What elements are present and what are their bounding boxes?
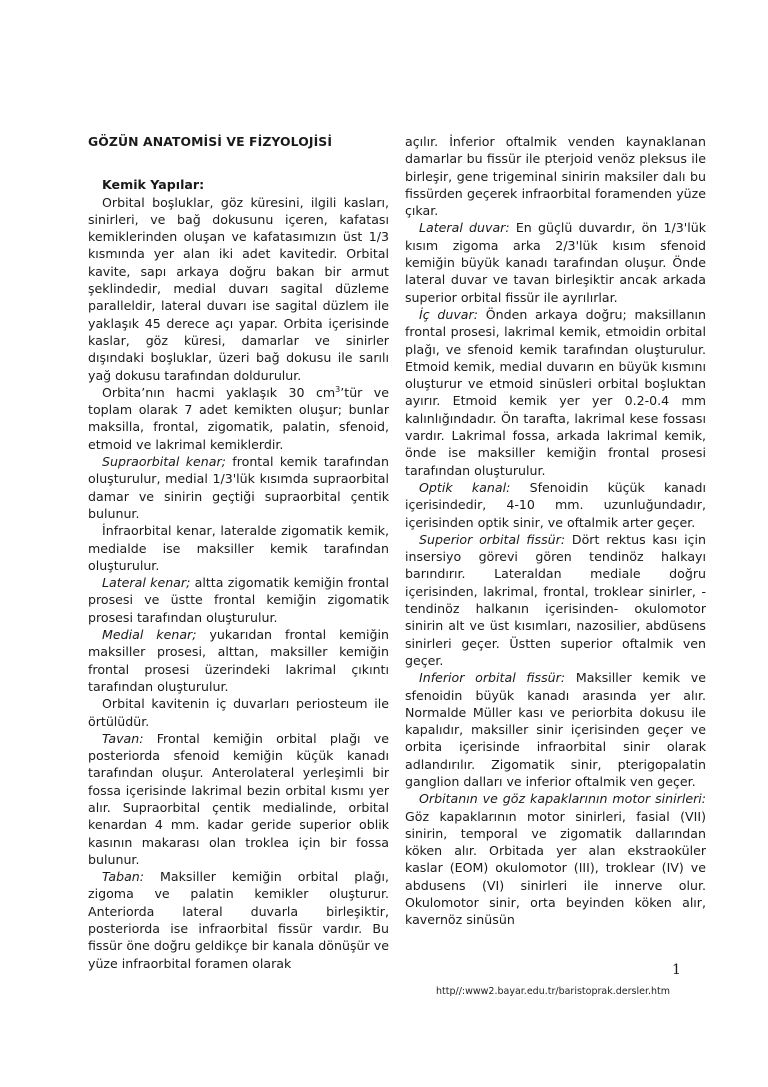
supraorbital-rim-text: frontal kemik tarafından oluşturulur, medial 1/3'lük kısımda supraorbital damar ve sinirin geçtiği supraorbital çentik bulunur. xyxy=(88,454,389,521)
superior-orbital-fissure-label: Superior orbital fissür: xyxy=(419,531,566,547)
paragraph-lateral-rim xyxy=(88,574,389,626)
paragraph-medial-rim xyxy=(88,626,389,695)
inferior-orbital-fissure-label: Inferior orbital fissür: xyxy=(419,670,566,686)
footer-url: http//:www2.bayar.edu.tr/baristoprak.dersler.htm xyxy=(436,986,671,997)
optic-canal-label: Optik kanal: xyxy=(419,479,511,495)
left-column xyxy=(88,133,389,972)
paragraph-floor-continued: açılır. İnferior oftalmik venden kaynaklanan damarlar bu fissür ile pterjoid venöz pleksus ile birleşir, gene trigeminal sinirin maksiler dalı bu fissürden geçerek infraorbital foramenden yüze çıkar. xyxy=(405,134,706,219)
orbit-bones-text: ’tür ve toplam olarak 7 adet kemikten oluşur; bunlar maksilla, frontal, zigomatik, palatin, sfenoid, etmoid ve lakrimal kemiklerdir. xyxy=(88,384,390,452)
supraorbital-rim-label: Supraorbital kenar; xyxy=(102,454,226,470)
page-number: 1 xyxy=(672,962,681,978)
paragraph-floor xyxy=(88,868,389,972)
floor-label: Taban: xyxy=(102,869,145,885)
lateral-rim-text: altta zigomatik kemiğin frontal prosesi ve üstte frontal kemiğin zigomatik prosesi tarafından oluşturulur. xyxy=(88,575,389,625)
paragraph-roof xyxy=(88,730,389,868)
medial-wall-text: Önden arkaya doğru; maksillanın frontal prosesi, lakrimal kemik, etmoidin orbital plağı, ve sfenoid kemik tarafından oluşturulur. Etmoid kemik, medial duvarın en büyük kısmını oluşturur ve etmoid sinüsleri orbital boşluktan ayırır. Etmoid kemik yer yer 0.2-0.4 mm kalınlığındadır. Ön tarafta, lakrimal kese fossası vardır. Lakrimal fossa, arkada lakrimal kemik, önde ise maksiller kemiğin frontal prosesi tarafından oluşturulur. xyxy=(405,306,706,478)
roof-label: Tavan: xyxy=(102,730,144,746)
inferior-orbital-fissure-text: Maksiller kemik ve sfenoidin büyük kanadı arasında yer alır. Normalde Müller kası ve periorbita dokusu ile kapalıdır, maksiller sinir içerisinden geçer ve orbita içerisinde infraorbital sinir olarak adlandırılır. Zigomatik sinir, pterigopalatin ganglion dalları ve inferior oftalmik ven geçer. xyxy=(405,670,706,789)
paragraph-medial-wall xyxy=(405,306,706,479)
optic-canal-text: Sfenoidin küçük kanadı içerisindedir, 4-10 mm. uzunluğundadır, içerisinden optik sinir, ve oftalmik arter geçer. xyxy=(405,479,706,530)
superior-orbital-fissure-text: Dört rektus kası için insersiyo görevi gören tendinöz halkayı barındırır. Lateraldan mediale doğru içerisinden, lakrimal, frontal, troklear sinirler, -tendinöz halkanın içerisinden- okulomotor sinirin alt ve üst kısımları, nazosilier, abdüsens sinirleri geçer. Üstten superior oftalmik ven geçer. xyxy=(405,531,706,668)
paragraph-lateral-wall xyxy=(405,219,706,305)
lateral-wall-text: En güçlü duvardır, ön 1/3'lük kısım zigoma arka 2/3'lük kısım sfenoid kemiğin büyük kanadı tarafından oluşur. Önde lateral duvar ve tavan birleşiktir ancak arkada superior orbital fissür ile ayrılırlar. xyxy=(405,220,706,305)
paragraph-superior-orbital-fissure xyxy=(405,531,706,669)
paragraph-infraorbital-rim: İnfraorbital kenar, lateralde zigomatik kemik, medialde ise maksiller kemik tarafından oluşturulur. xyxy=(88,523,389,573)
orbit-volume-text: Orbita’nın hacmi yaklaşık 30 cm xyxy=(102,384,336,400)
paragraph-inferior-orbital-fissure xyxy=(405,669,706,790)
paragraph-periosteum: Orbital kavitenin iç duvarları periosteum ile örtülüdür. xyxy=(88,696,389,729)
lateral-wall-label: Lateral duvar: xyxy=(419,220,510,236)
section-heading: Kemik Yapılar: xyxy=(102,177,205,193)
paragraph-optic-canal xyxy=(405,479,706,531)
motor-nerves-text: Göz kapaklarının motor sinirleri, fasial (VII) sinirin, temporal ve zigomatik dallarından köken alır. Orbitada yer alan ekstraoküler kaslar (EOM) okulomotor (III), troklear (IV) ve abdusens (VI) sinirleri ile innerve olur. Okulomotor sinir, orta beyinden köken alır, kavernöz sinüsün xyxy=(405,808,706,928)
lateral-rim-label: Lateral kenar; xyxy=(102,575,191,591)
medial-wall-label: İç duvar: xyxy=(419,306,478,322)
motor-nerves-label: Orbitanın ve göz kapaklarının motor sinirleri: xyxy=(419,791,706,807)
medial-rim-text: yukarıdan frontal kemiğin maksiller prosesi, alttan, maksiller kemiğin frontal prosesi üzerindeki lakrimal çıkıntı tarafından oluşturulur. xyxy=(88,627,389,694)
paragraph-orbital-cavities: Orbital boşluklar, göz küresini, ilgili kasları, sinirleri, ve bağ dokusunu içeren, kafatası kemiklerinden oluşan ve kafatasımızın üst 1/3 kısmında yer alan iki adet kavitedir. Orbital kavite, sapı arkaya doğru bakan bir armut şeklindedir, medial duvarı sagital düzleme paralleldir, lateral duvarı ise sagital düzlem ile yaklaşık 45 derece açı yapar. Orbita içerisinde kaslar, göz küresi, damarlar ve sinirler dışındaki boşluklar, üzeri bağ dokusu ile sarılı yağ dokusu tarafından doldurulur. xyxy=(88,194,389,383)
paragraph-motor-nerves xyxy=(405,790,706,928)
roof-text: Frontal kemiğin orbital plağı ve posteriorda sfenoid kemiğin küçük kanadı tarafından oluşur. Anterolateral yerleşimli bir fossa içerisinde lakrimal bezin orbital kısmı yer alır. Supraorbital çentik medialinde, orbital kenardan 4 mm. kadar geride superior oblik kasının makarası olan troklea için bir fossa bulunur. xyxy=(88,730,389,867)
document-title: GÖZÜN ANATOMİSİ VE FİZYOLOJİSİ xyxy=(88,134,333,149)
superscript-three: 3 xyxy=(335,384,341,394)
paragraph-orbit-volume xyxy=(88,384,389,453)
paragraph-supraorbital-rim xyxy=(88,453,389,522)
floor-text: Maksiller kemiğin orbital plağı, zigoma ve palatin kemikler oluşturur. Anteriorda lateral duvarla birleşiktir, posteriorda ise infraorbital fissür vardır. Bu fissür öne doğru geldikçe bir kanala dönüşür ve yüze infraorbital foramen olarak xyxy=(88,869,389,971)
medial-rim-label: Medial kenar; xyxy=(102,627,197,643)
right-column xyxy=(405,133,706,929)
